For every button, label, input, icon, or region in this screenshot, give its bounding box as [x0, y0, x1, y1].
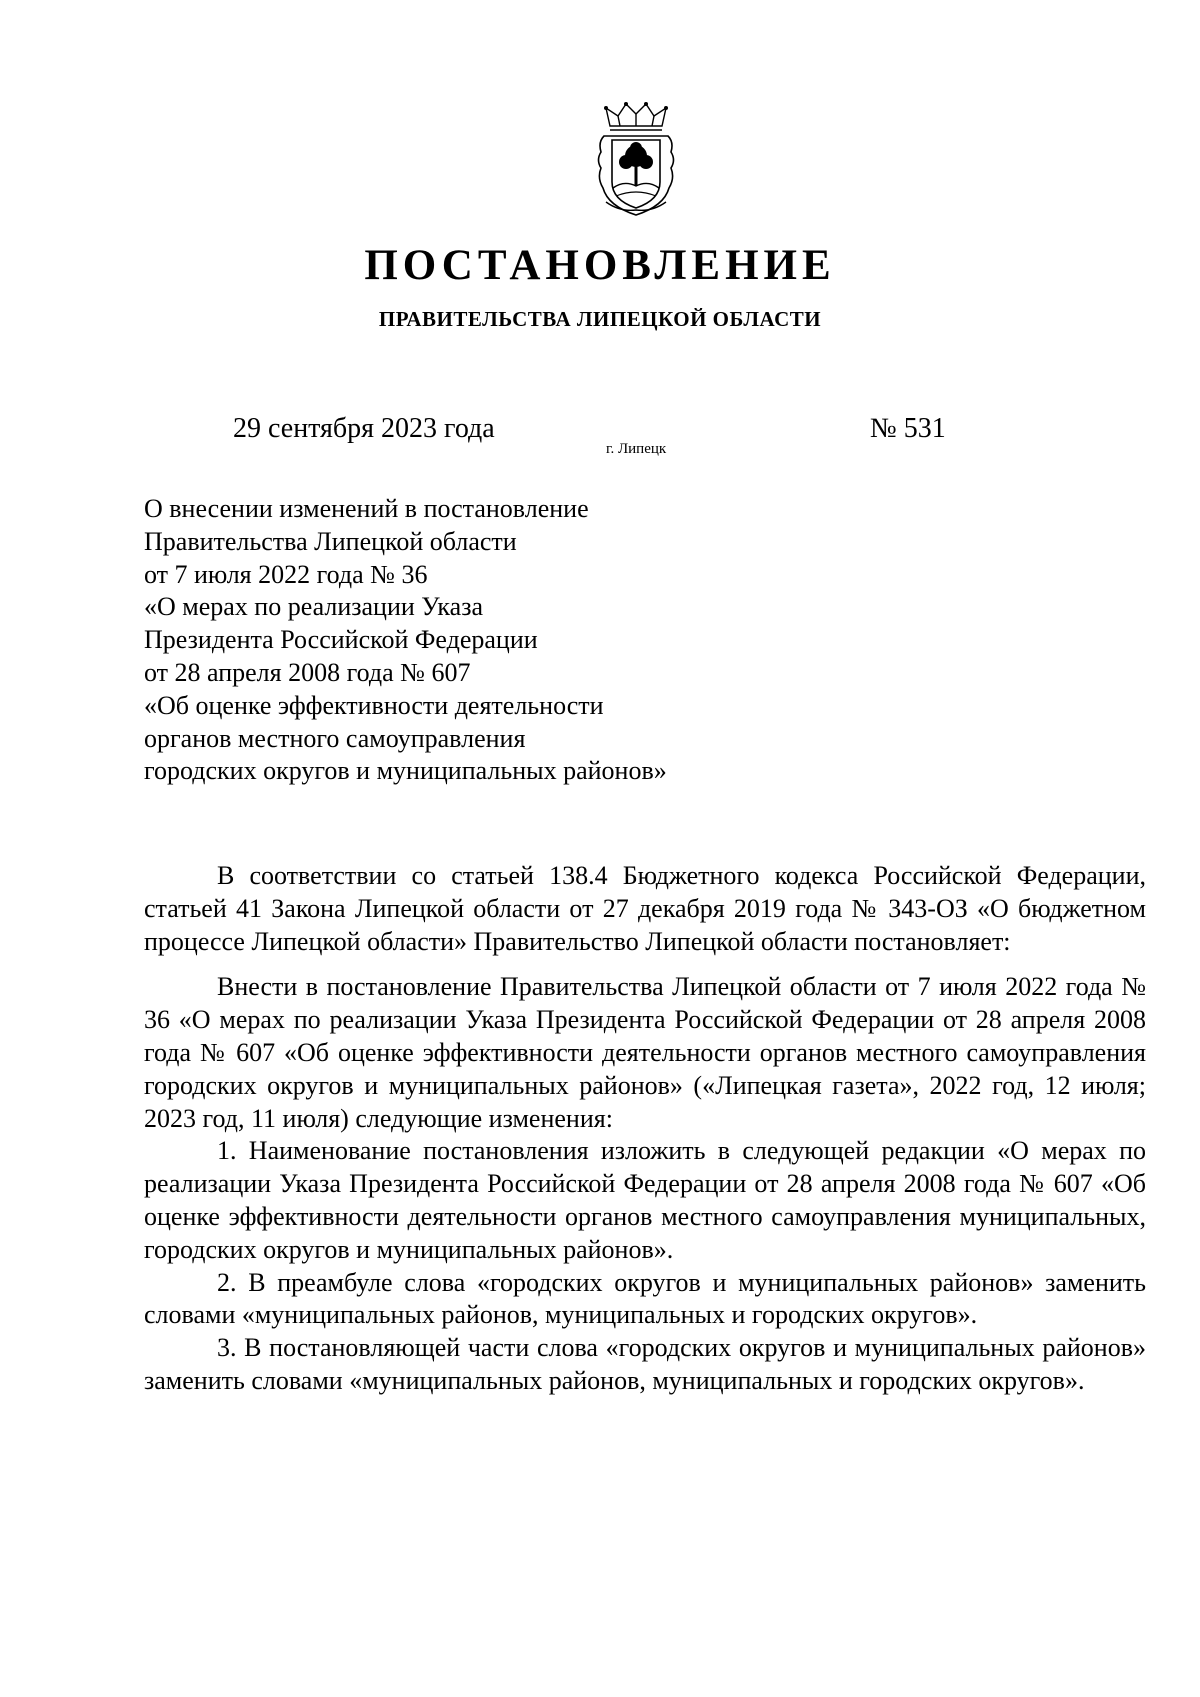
- subject-line: от 7 июля 2022 года № 36: [144, 559, 428, 589]
- document-number: № 531: [870, 413, 946, 444]
- issuing-authority: ПРАВИТЕЛЬСТВА ЛИПЕЦКОЙ ОБЛАСТИ: [378, 307, 822, 331]
- document-subject: [144, 493, 794, 788]
- subject-line: «Об оценке эффективности деятельности: [144, 690, 604, 720]
- document-title: ПОСТАНОВЛЕНИЕ: [364, 242, 836, 289]
- subject-line: городских округов и муниципальных районов»: [144, 756, 667, 786]
- subject-line: органов местного самоуправления: [144, 723, 526, 753]
- document-date: 29 сентября 2023 года: [233, 413, 495, 444]
- subject-line: от 28 апреля 2008 года № 607: [144, 657, 471, 687]
- preamble-paragraph: В соответствии со статьей 138.4 Бюджетного кодекса Российской Федерации, статьей 41 Закона Липецкой области от 27 декабря 2019 года № 343-ОЗ «О бюджетном процессе Липецкой области» Правительство Липецкой области постановляет:: [144, 861, 1146, 956]
- document-body: [144, 860, 1146, 1398]
- subject-line: О внесении изменений в постановление: [144, 494, 589, 523]
- amendment-item-2: 2. В преамбуле слова «городских округов и муниципальных районов» заменить словами «муниципальных районов, муниципальных и городских округов».: [144, 1267, 1146, 1330]
- amendment-item-3: 3. В постановляющей части слова «городских округов и муниципальных районов» заменить словами «муниципальных районов, муниципальных и городских округов».: [144, 1333, 1146, 1395]
- subject-line: «О мерах по реализации Указа: [144, 592, 484, 622]
- coat-of-arms-icon: [596, 102, 676, 218]
- subject-line: Президента Российской Федерации: [144, 625, 538, 655]
- subject-line: Правительства Липецкой области: [144, 526, 517, 556]
- resolution-paragraph: Внести в постановление Правительства Липецкой области от 7 июля 2022 года № 36 «О мерах по реализации Указа Президента Российской Федерации от 28 апреля 2008 года № 607 «Об оценке эффективности деятельности органов местного самоуправления городских округов и муниципальных районов» («Липецкая газета», 2022 год, 12 июля; 2023 год, 11 июля) следующие изменения:: [144, 972, 1146, 1133]
- document-place: г. Липецк: [606, 441, 667, 457]
- amendment-item-1: 1. Наименование постановления изложить в следующей редакции «О мерах по реализации Указа Президента Российской Федерации от 28 апреля 2008 года № 607 «Об оценке эффективности деятельности органов местного самоуправления муниципальных, городских округов и муниципальных районов».: [144, 1136, 1146, 1264]
